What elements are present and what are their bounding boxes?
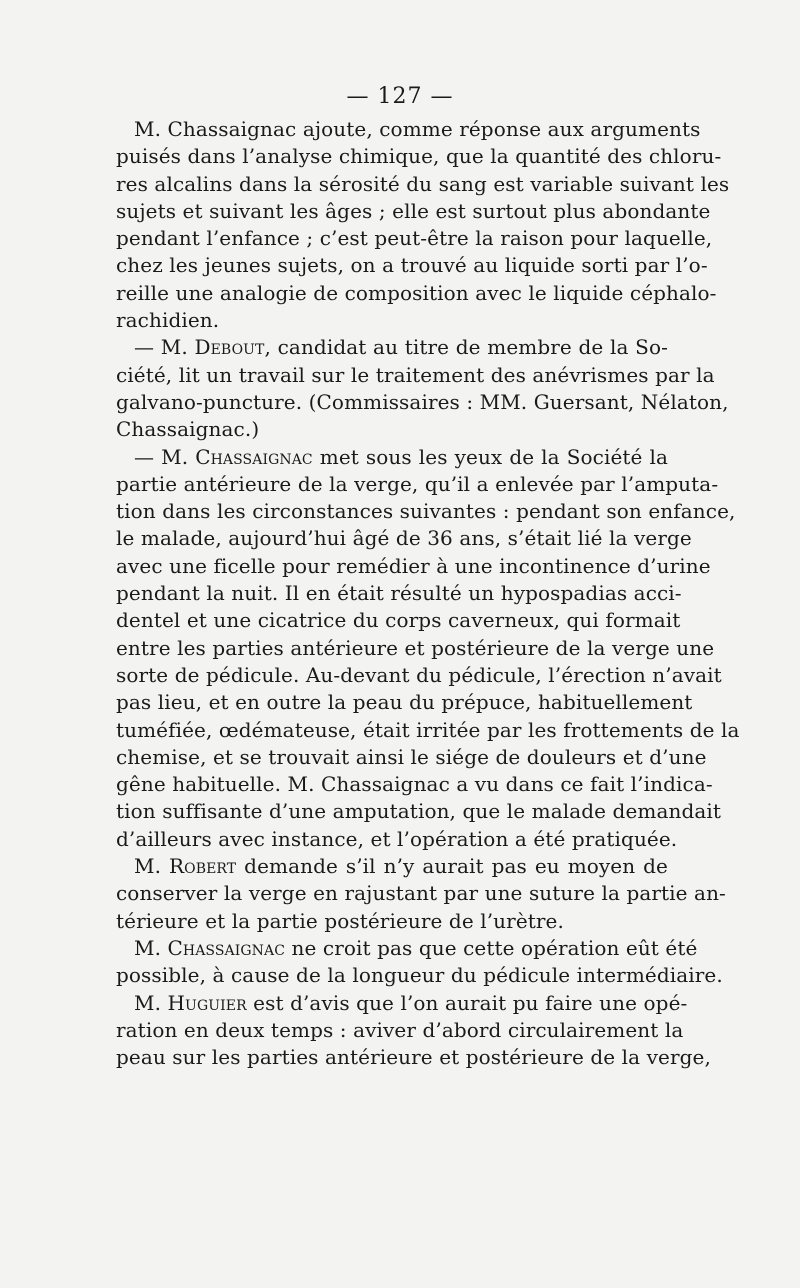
author-name: Robert [168,854,237,879]
text-line [116,853,668,880]
text-run: conserver la verge en rajustant par une suture la partie an- [116,881,726,906]
text-run: pendant la nuit. Il en était résulté un hypospadias acci- [116,581,682,606]
text-run: met sous les yeux de la Société la [312,444,669,469]
text-run: ciété, lit un travail sur le traitement des anévrismes par la [116,362,715,387]
text-run: M. [134,935,168,960]
text-run: tion suffisante d’une amputation, que le malade demandait [116,799,722,824]
author-name: Debout [194,335,265,360]
text-run: tuméfiée, œdémateuse, était irritée par les frottements de la [116,717,740,742]
text-run: térieure et la partie postérieure de l’urètre. [116,908,564,933]
text-line [116,116,701,143]
text-run: tion dans les circonstances suivantes : pendant son enfance, [116,499,736,524]
text-line [116,252,708,279]
text-run: puisés dans l’analyse chimique, que la quantité des chloru- [116,144,722,169]
text-run: peau sur les parties antérieure et postérieure de la verge, [116,1045,711,1070]
text-line [116,143,722,170]
text-run: chez les jeunes sujets, on a trouvé au liquide sorti par l’o- [116,253,708,278]
text-run: d’ailleurs avec instance, et l’opération a été pratiquée. [116,826,678,851]
text-run: dentel et une cicatrice du corps caverneux, qui formait [116,608,681,633]
text-run: ration en deux temps : aviver d’abord circulairement la [116,1017,684,1042]
text-run: ne croit pas que cette opération eût été [285,935,698,960]
text-line [116,553,711,580]
text-line [116,280,717,307]
text-line [116,225,713,252]
text-run: possible, à cause de la longueur du pédicule intermédiaire. [116,963,723,988]
text-line [116,362,715,389]
text-line [116,389,729,416]
text-run: chemise, et se trouvait ainsi le siége de douleurs et d’une [116,744,707,769]
text-line [116,990,688,1017]
text-run: demande s’il n’y aurait pas eu moyen de [236,854,668,879]
text-run: est d’avis que l’on aurait pu faire une opé- [246,990,688,1015]
text-line [116,498,736,525]
text-run: pendant l’enfance ; c’est peut-être la raison pour laquelle, [116,226,713,251]
text-run: avec une ficelle pour remédier à une incontinence d’urine [116,553,711,578]
author-name: Chassaignac [167,935,286,960]
text-run: reille une analogie de composition avec le liquide céphalo- [116,280,717,305]
text-line [116,826,678,853]
text-line [116,444,668,471]
text-line [116,935,698,962]
text-line [116,1017,684,1044]
text-run: res alcalins dans la sérosité du sang est variable suivant les [116,171,730,196]
text-line [116,744,707,771]
body-text [116,116,740,1071]
text-run: sujets et suivant les âges ; elle est surtout plus abondante [116,198,711,223]
text-run: galvano-puncture. (Commissaires : MM. Guersant, Nélaton, [116,389,729,414]
text-line [116,307,668,334]
text-line [116,635,715,662]
text-line [116,607,681,634]
text-line [116,171,730,198]
text-run: gêne habituelle. M. Chassaignac a vu dans ce fait l’indica- [116,772,713,797]
text-line [116,908,668,935]
text-run: M. [134,990,168,1015]
text-line [116,771,713,798]
text-run: M. Chassaignac ajoute, comme réponse aux arguments [134,117,701,141]
text-run: — M. [134,444,196,469]
text-line [116,416,668,443]
text-run: sorte de pédicule. Au-devant du pédicule, l’érection n’avait [116,662,722,687]
text-run: pas lieu, et en outre la peau du prépuce, habituellement [116,690,693,715]
page-number: — 127 — [346,84,454,109]
text-run: — M. [134,335,195,360]
text-run: Chassaignac.) [116,417,260,442]
text-line [116,334,668,361]
text-line [116,1044,711,1071]
text-run: partie antérieure de la verge, qu’il a enlevée par l’amputa- [116,471,719,496]
text-line [116,962,723,989]
text-line [116,198,711,225]
author-name: Chassaignac [195,444,313,469]
text-line [116,798,722,825]
text-run: entre les parties antérieure et postérieure de la verge une [116,635,715,660]
text-run: , candidat au titre de membre de la So- [264,335,668,360]
author-name: Huguier [167,990,247,1015]
text-run: rachidien. [116,308,220,333]
text-run: le malade, aujourd’hui âgé de 36 ans, s’était lié la verge [116,526,692,551]
text-line [116,689,693,716]
text-line [116,525,692,552]
text-line [116,580,682,607]
text-line [116,662,722,689]
text-run: M. [134,854,169,879]
text-line [116,471,719,498]
text-line [116,717,740,744]
text-line [116,880,726,907]
